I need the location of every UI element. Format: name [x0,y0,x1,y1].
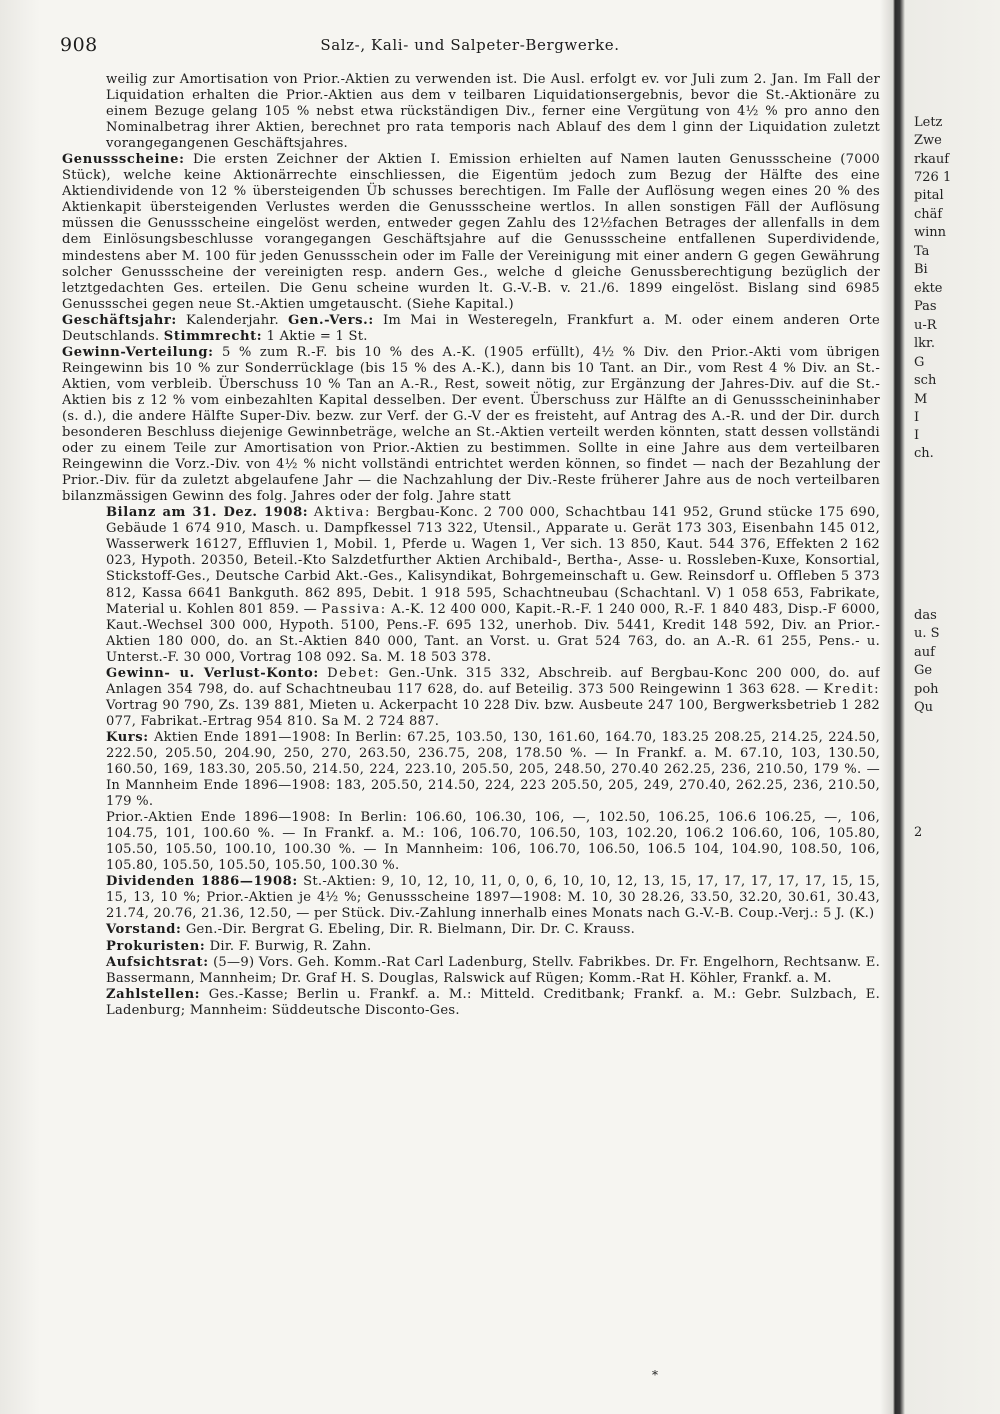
kurs-label: Kurs: [106,729,149,745]
geschaeftsjahr-section [62,313,880,345]
bilanz-label: Bilanz am 31. Dez. 1908: [106,505,309,521]
adjacent-page-fragment: u-R [914,318,937,333]
passiva-text: A.-K. 12 400 000, Kapit.-R.-F. 1 240 000, R.-F. 1 840 483, Disp.-F 6000, Kaut.-Wechsel 300 000, Hypoth. 5100, Pens.-F. 695 132, unerhob. Div. 5441, Kredit 148 592, Div. an Prior.-Aktien 180 000, do. an St.-Aktien 840 000, Tant. an Vorst. u. Grat 524 763, do. an A.-R. 61 255, Pens.- u. Unterst.-F. 30 000, Vortrag 108 092. Sa. M. 18 503 378. [106,601,880,665]
adjacent-page-fragment: ekte [914,281,943,296]
adjacent-page-fragment: Bi [914,262,928,277]
adjacent-page-fragment: I [914,428,920,443]
adjacent-page-fragment: Ge [914,663,933,678]
adjacent-page-fragment: sch [914,373,937,388]
aktiva-text: Bergbau-Konc. 2 700 000, Schachtbau 141 952, Grund stücke 175 690, Gebäude 1 674 910, Masch. u. Dampfkessel 713 322, Utensil., Apparate u. Gerät 173 303, Eisenbahn 145 012, Wasserwerk 16127, Effluvien 1, Mobil. 1, Pferde u. Wagen 1, Ver sich. 13 850, Kaut. 544 376, Effekten 2 162 023, Hypoth. 20350, Beteil.-Kto Salzdetfurther Aktien Archibald-, Bertha-, Asse- u. Rossleben-Kuxe, Konsortial, Stickstoff-Ges., Deutsche Carbid Akt.-Ges., Kalisyndikat, Bohrgemeinschaft u. Gew. Reinsdorf u. Offleben 5 373 812, Kassa 6641 Bankguth. 862 895, Debit. 1 918 595, Schachtneubau (Schachtanl. V) 1 058 653, Fabrikate, Material u. Kohlen 801 859. — [106,505,880,617]
dividenden-text: St.-Aktien: 9, 10, 12, 10, 11, 0, 0, 6, 10, 10, 12, 13, 15, 17, 17, 17, 17, 17, 15, 15, 15, 13, 10 %; Prior.-Aktien je 4½ %; Genussscheine 1897—1908: M. 10, 30 28.26, 33.50, 32.20, 30.61, 30.43, 21.74, 20.76, 21.36, 12.50, — per Stück. Div.-Zahlung innerhalb eines Monats nach G.-V.-B. Coup.-Verj.: 5 J. (K.) [106,874,880,922]
genussscheine-label: Genussscheine: [62,152,185,168]
dividenden-label: Dividenden 1886—1908: [106,874,298,890]
adjacent-page-fragment: winn [914,225,947,240]
page-header [60,34,880,58]
page-number: 908 [60,34,98,56]
zahlstellen-section [62,987,880,1019]
running-title: Salz-, Kali- und Salpeter-Bergwerke. [320,36,620,54]
aufsichtsrat-section [62,955,880,987]
footnote-mark: * [652,1368,658,1382]
adjacent-page-fragment: lkr. [914,336,935,351]
geschaeftsjahr-text: Kalenderjahr. [186,312,279,328]
adjacent-page-fragment: Qu [914,700,934,715]
adjacent-page-fragment: Ta [914,244,930,259]
bilanz-section [62,505,880,665]
adjacent-page-strip [906,100,1000,1350]
debet-text: Gen.-Unk. 315 332, Abschreib. auf Bergbau-Konc 200 000, do. auf Anlagen 354 798, do. auf Schachtneubau 117 628, do. auf Beteilig. 373 500 Reingewinn 1 363 628. — [106,665,880,697]
kredit-label: Kredit: [823,681,880,697]
genussscheine-text: Die ersten Zeichner der Aktien I. Emission erhielten auf Namen lauten Genussscheine (7000 Stück), welche keine Aktionärrechte einschliessen, die Eigentüm jedoch zum Bezug der Hälfte des eine Aktiendividende von 12 % übersteigenden Üb schusses berechtigen. Im Falle der Auflösung wegen eines 20 % des Aktienkapit übersteigenden Verlustes werden die Genussscheine wertlos. In allen sonstigen Fäll der Auflösung müssen die Genussscheine eingelöst werden, entweder gegen Zahlu des 12½fachen Betrages der allenfalls in dem dem Einlösungsbeschlusse vorangegangen Geschäftsjahre auf die Genussscheine entfallenen Superdividende, mindestens aber M. 100 für jeden Genussschein oder im Falle der Vereinigung mit einer andern G gegen Gewährung solcher Genussscheine der vereinigten resp. andern Ges., welche d gleiche Genussberechtigung bezüglich der letztgedachten Ges. erteilen. Die Genu scheine wurden lt. G.-V.-B. v. 21./6. 1899 eingelöst. Bislang sind 6985 Genussschei gegen neue St.-Aktien umgetauscht. (Siehe Kapital.) [62,152,880,312]
adjacent-page-fragment: ch. [914,446,934,461]
zahlstellen-text: Ges.-Kasse; Berlin u. Frankf. a. M.: Mitteld. Creditbank; Frankf. a. M.: Gebr. Sulzbach, E. Ladenburg; Mannheim: Süddeutsche Disconto-Ges. [106,986,880,1018]
gewinn-verteilung-label: Gewinn-Verteilung: [62,344,214,360]
adjacent-page-fragment: 2 [914,825,923,840]
gewinn-verteilung-section [62,345,880,505]
kurs-section [62,730,880,810]
gen-vers-text: Im Mai in Westeregeln, Frankfurt a. M. oder einem anderen Orte Deutschlands. [62,312,880,344]
geschaeftsjahr-label: Geschäftsjahr: [62,312,177,328]
aufsichtsrat-label: Aufsichtsrat: [106,954,209,970]
aufsichtsrat-text: (5—9) Vors. Geh. Komm.-Rat Carl Ladenburg, Stellv. Fabrikbes. Dr. Fr. Engelhorn, Rechtsanw. E. Bassermann, Mannheim; Dr. Graf H. S. Douglas, Ralswick auf Rügen; Komm.-Rat H. Köhler, Frankf. a. M. [106,954,880,986]
kurs-prior-section: Prior.-Aktien Ende 1896—1908: In Berlin: 106.60, 106.30, 106, —, 102.50, 106.25, 106.6 106.25, —, 106, 104.75, 101, 100.60 %. — In Frankf. a. M.: 106, 106.70, 106.50, 103, 102.20, 106.2 106.60, 106, 105.80, 105.50, 105.50, 100.10, 100.30 %. — In Mannheim: 106, 106.70, 106.50, 106.5 104, 104.90, 108.50, 106, 105.80, 105.50, 105.50, 105.50, 100.30 %. [106,810,880,874]
kredit-text: Vortrag 90 790, Zs. 139 881, Mieten u. Ackerpacht 10 228 Div. bzw. Ausbeute 247 100, Bergwerksbetrieb 1 282 077, Fabrikat.-Ertrag 954 810. Sa M. 2 724 887. [106,697,880,729]
kurs-text: Aktien Ende 1891—1908: In Berlin: 67.25, 103.50, 130, 161.60, 164.70, 183.25 208.25, 214.25, 224.50, 222.50, 205.50, 204.90, 250, 270, 263.50, 236.75, 208, 178.50 %. — In Frankf. a. M. 67.10, 103, 130.50, 160.50, 169, 183.30, 205.50, 214.50, 224, 223.10, 205.50, 205, 248.50, 270.40 262.25, 236, 210.50, 179 %. — In Mannheim Ende 1896—1908: 183, 205.50, 214.50, 224, 223 205.50, 205, 249, 270.40, 262.25, 236, 210.50, 179 %. [106,729,880,810]
genussscheine-section [62,152,880,312]
zahlstellen-label: Zahlstellen: [106,986,201,1002]
stimmrecht-label: Stimmrecht: [163,328,263,344]
adjacent-page-fragment: Pas [914,299,937,314]
gewinn-verlust-section [62,666,880,730]
gewinn-verlust-label: Gewinn- u. Verlust-Konto: [106,665,319,681]
adjacent-page-fragment: I [914,410,920,425]
adjacent-page-fragment: Zwe [914,133,942,148]
vorstand-label: Vorstand: [106,922,182,938]
stimmrecht-text: 1 Aktie = 1 St. [266,328,368,344]
adjacent-page-fragment: M [914,392,928,407]
vorstand-section [62,922,880,938]
passiva-label: Passiva: [321,601,387,617]
prokuristen-section [62,939,880,955]
adjacent-page-fragment: poh [914,682,939,697]
adjacent-page-fragment: das [914,608,937,623]
prokuristen-text: Dir. F. Burwig, R. Zahn. [209,938,372,954]
main-text-column [62,72,880,1382]
gewinn-verteilung-text: 5 % zum R.-F. bis 10 % des A.-K. (1905 erfüllt), 4½ % Div. den Prior.-Akti vom übrigen Reingewinn bis 10 % zur Sonderrücklage (bis 15 % des A.-K.), dann bis 10 Tant. an Dir., vom Rest 4 % Div. an St.-Aktien, vom verbleib. Überschuss 10 % Tan an A.-R., Rest, soweit nötig, zur Ergänzung der Jahres-Div. auf die St.-Aktien bis z 12 % vom einbezahlten Kapital desselben. Der event. Überschuss zur Hälfte an di Genussscheininhaber (s. d.), die andere Hälfte Super-Div. bezw. zur Verf. der G.-V der es freisteht, auf Antrag des A.-R. und der Dir. durch besonderen Beschluss diejenige Gewinnbeträge, welche an St.-Aktien verteilt werden könnten, statt dessen vollständi oder zu einem Teile zur Amortisation von Prior.-Aktien zu bestimmen. Sollte in eine Jahre aus dem verteilbaren Reingewinn die Vorz.-Div. von 4½ % nicht vollständi entrichtet werden können, so findet — nach der Bezahlung der Prior.-Div. für da zuletzt abgelaufene Jahr — die Nachzahlung der Div.-Reste früherer Jahre aus de noch verteilbaren bilanzmässigen Gewinn des folg. Jahres oder der folg. Jahre statt [62,344,880,505]
vorstand-text: Gen.-Dir. Bergrat G. Ebeling, Dir. R. Bielmann, Dir. Dr. C. Krauss. [185,922,636,938]
adjacent-page-fragment: G [914,355,925,370]
adjacent-page-fragment: Letz [914,115,943,130]
prokuristen-label: Prokuristen: [106,938,206,954]
adjacent-page-fragment: 726 1 [914,170,952,185]
gen-vers-label: Gen.-Vers.: [288,312,374,328]
adjacent-page-fragment: u. S [914,626,940,641]
aktiva-label: Aktiva: [313,505,371,521]
adjacent-page-fragment: pital [914,188,944,203]
adjacent-page-fragment: auf [914,645,935,660]
intro-paragraph: weilig zur Amortisation von Prior.-Aktien zu verwenden ist. Die Ausl. erfolgt ev. vor Juli zum 2. Jan. Im Fall der Liquidation erhalten die Prior.-Aktien aus dem v teilbaren Liquidationsergebnis, bevor die St.-Aktionäre zu einem Bezuge gelang 105 % nebst etwa rückständigen Div., ferner eine Vergütung von 4½ % pro anno den Nominalbetrag ihrer Aktien, berechnet pro rata temporis nach Ablauf des dem l ginn der Liquidation zuletzt vorangegangenen Geschäftsjahres. [106,72,880,152]
dividenden-section [62,874,880,922]
debet-label: Debet: [327,665,381,681]
adjacent-page-fragment: chäf [914,207,943,222]
adjacent-page-fragment: rkauf [914,152,950,167]
